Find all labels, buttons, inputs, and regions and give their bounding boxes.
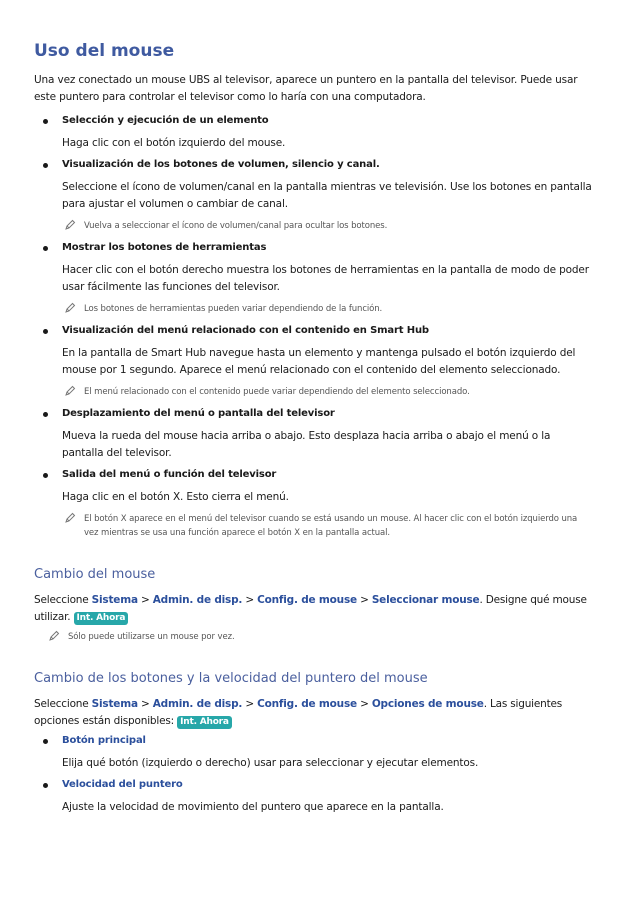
pencil-icon: [64, 302, 76, 314]
section-title-cambio-del-mouse: Cambio del mouse: [34, 567, 156, 582]
item-title: Visualización del menú relacionado con el contenido en Smart Hub: [62, 325, 429, 336]
try-now-badge[interactable]: Int. Ahora: [177, 716, 232, 729]
document-page: [34, 40, 594, 822]
menu-suffix: . Las siguientes opciones están disponibles:: [34, 698, 563, 727]
bullet-icon: [43, 739, 48, 744]
list-item: [34, 158, 594, 233]
menu-path-config: Config. de mouse: [257, 594, 357, 606]
path-separator: >: [360, 698, 369, 710]
bullet-icon: [43, 119, 48, 124]
item-desc: Ajuste la velocidad de movimiento del puntero que aparece en la pantalla.: [62, 801, 444, 813]
note: [62, 512, 594, 540]
path-separator: >: [245, 698, 254, 710]
list-item: [34, 407, 594, 462]
item-desc: Elija qué botón (izquierdo o derecho) usar para seleccionar y ejecutar elementos.: [62, 757, 479, 769]
note: [46, 630, 594, 644]
try-now-badge[interactable]: Int. Ahora: [74, 612, 129, 625]
item-desc: Haga clic en el botón X. Esto cierra el menú.: [62, 491, 289, 503]
item-title: Selección y ejecución de un elemento: [62, 115, 269, 126]
menu-prefix: Seleccione: [34, 594, 89, 606]
section-title-cambio-botones: Cambio de los botones y la velocidad del puntero del mouse: [34, 671, 428, 686]
list-item: [34, 778, 594, 816]
menu-path-sistema: Sistema: [91, 594, 138, 606]
item-desc: En la pantalla de Smart Hub navegue hasta un elemento y mantenga pulsado el botón izquierdo del mouse por 1 segundo. Aparece el menú relacionado con el contenido del elemento seleccionado.: [62, 347, 576, 376]
path-separator: >: [245, 594, 254, 606]
note: [62, 385, 594, 399]
path-separator: >: [140, 594, 150, 606]
note-text: El menú relacionado con el contenido puede variar dependiendo del elemento seleccionado.: [84, 387, 470, 397]
menu-path-admin: Admin. de disp.: [152, 594, 243, 606]
menu-path-admin: Admin. de disp.: [152, 698, 243, 710]
pencil-icon: [48, 630, 60, 642]
pencil-icon: [64, 219, 76, 231]
item-title: Velocidad del puntero: [62, 779, 183, 790]
list-item: [34, 468, 594, 540]
pencil-icon: [64, 512, 76, 524]
note-text: Los botones de herramientas pueden variar dependiendo de la función.: [84, 304, 383, 314]
path-separator: >: [140, 698, 150, 710]
note-text: Vuelva a seleccionar el ícono de volumen/canal para ocultar los botones.: [84, 221, 388, 231]
section-intro: Una vez conectado un mouse UBS al televisor, aparece un puntero en la pantalla del televisor. Puede usar este puntero para controlar el televisor como lo haría con una computadora.: [34, 74, 578, 103]
bullet-icon: [43, 783, 48, 788]
item-title: Salida del menú o función del televisor: [62, 469, 277, 480]
list-item: [34, 241, 594, 316]
menu-path-line: [34, 592, 594, 626]
menu-prefix: Seleccione: [34, 698, 89, 710]
bullet-icon: [43, 246, 48, 251]
item-desc: Mueva la rueda del mouse hacia arriba o abajo. Esto desplaza hacia arriba o abajo el menú o la pantalla del televisor.: [62, 430, 551, 459]
menu-suffix: . Designe qué mouse utilizar.: [34, 594, 587, 623]
pencil-icon: [64, 385, 76, 397]
list-item: [34, 324, 594, 399]
list-item: [34, 114, 594, 152]
note: [62, 219, 594, 233]
menu-path-line: [34, 696, 594, 730]
item-title: Mostrar los botones de herramientas: [62, 242, 267, 253]
note: [62, 302, 594, 316]
item-desc: Hacer clic con el botón derecho muestra los botones de herramientas en la pantalla de modo de poder usar fácilmente las funciones del televisor.: [62, 264, 589, 293]
menu-path-sistema: Sistema: [91, 698, 138, 710]
note-text: El botón X aparece en el menú del televisor cuando se está usando un mouse. Al hacer clic con el botón izquierdo una vez mientras se usa una función aparece el botón X en la pantalla actual.: [84, 514, 578, 538]
bullet-icon: [43, 473, 48, 478]
item-desc: Haga clic con el botón izquierdo del mouse.: [62, 137, 286, 149]
note-text: Sólo puede utilizarse un mouse por vez.: [68, 632, 235, 642]
bullet-icon: [43, 163, 48, 168]
menu-path-seleccionar: Seleccionar mouse: [371, 594, 480, 606]
path-separator: >: [360, 594, 369, 606]
bullet-icon: [43, 412, 48, 417]
section-title-uso-del-mouse: Uso del mouse: [34, 41, 175, 61]
bullet-icon: [43, 329, 48, 334]
item-desc: Seleccione el ícono de volumen/canal en la pantalla mientras ve televisión. Use los botones en pantalla para ajustar el volumen o cambiar de canal.: [62, 181, 592, 210]
item-title: Desplazamiento del menú o pantalla del televisor: [62, 408, 335, 419]
menu-path-opciones: Opciones de mouse: [371, 698, 484, 710]
item-title: Visualización de los botones de volumen, silencio y canal.: [62, 159, 380, 170]
menu-path-config: Config. de mouse: [257, 698, 357, 710]
item-title: Botón principal: [62, 735, 146, 746]
list-item: [34, 734, 594, 772]
